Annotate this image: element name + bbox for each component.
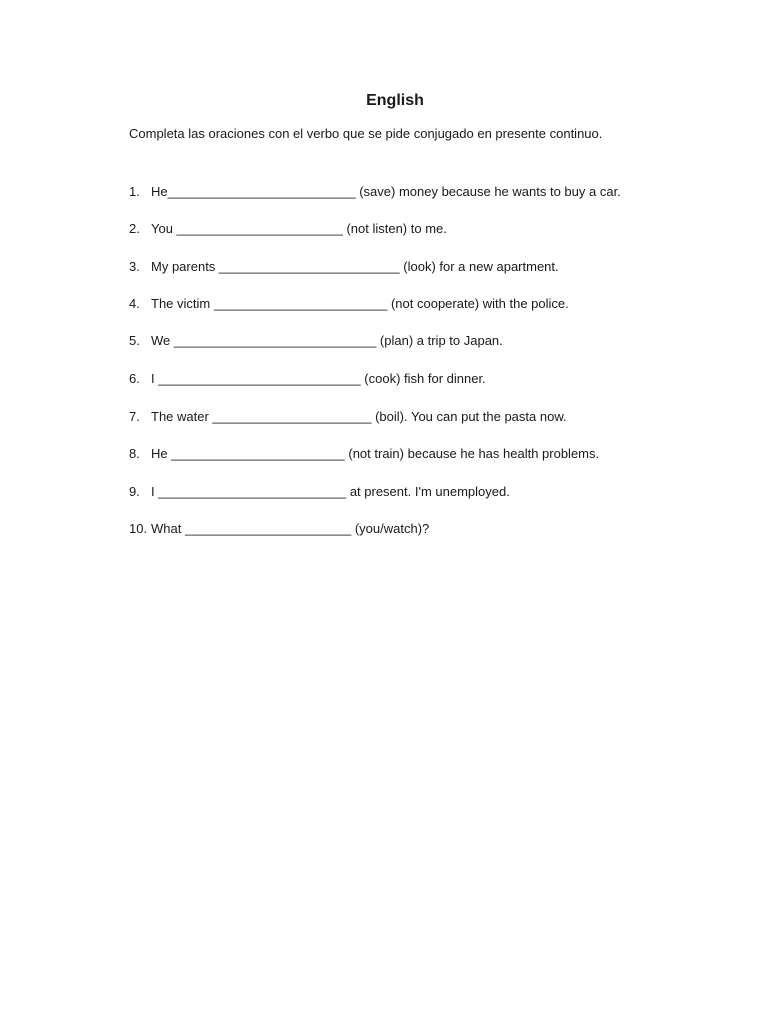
exercise-sentence: The water ______________________ (boil). You can put the pasta now. [151, 409, 567, 424]
exercise-sentence: He__________________________ (save) money because he wants to buy a car. [151, 184, 621, 199]
exercise-item [129, 184, 621, 200]
exercise-item [129, 371, 486, 387]
exercise-sentence: We ____________________________ (plan) a trip to Japan. [151, 333, 503, 348]
exercise-number: 1. [129, 184, 140, 199]
exercise-item [129, 521, 429, 537]
exercise-number: 10. [129, 521, 148, 536]
exercise-number: 6. [129, 371, 140, 386]
exercise-sentence: I ____________________________ (cook) fish for dinner. [151, 371, 486, 386]
exercise-sentence: I __________________________ at present. I'm unemployed. [151, 484, 510, 499]
page-title: English [366, 92, 424, 109]
exercise-item [129, 446, 599, 462]
exercise-sentence: He ________________________ (not train) because he has health problems. [151, 446, 600, 461]
exercise-number: 9. [129, 484, 140, 499]
exercise-sentence: My parents _________________________ (look) for a new apartment. [151, 259, 559, 274]
exercise-number: 5. [129, 333, 140, 348]
exercise-number: 8. [129, 446, 140, 461]
exercise-item [129, 221, 447, 237]
exercise-number: 4. [129, 296, 140, 311]
exercise-number: 3. [129, 259, 140, 274]
exercise-sentence: What _______________________ (you/watch)? [151, 521, 430, 536]
exercise-sentence: You _______________________ (not listen) to me. [151, 221, 447, 236]
exercise-number: 7. [129, 409, 140, 424]
exercise-item [129, 484, 510, 500]
exercise-number: 2. [129, 221, 140, 236]
instruction-text: Completa las oraciones con el verbo que se pide conjugado en presente continuo. [129, 126, 603, 141]
exercise-item [129, 333, 503, 349]
exercise-item [129, 409, 567, 425]
exercise-item [129, 259, 559, 275]
exercise-item [129, 296, 569, 312]
exercise-sentence: The victim ________________________ (not cooperate) with the police. [151, 296, 569, 311]
